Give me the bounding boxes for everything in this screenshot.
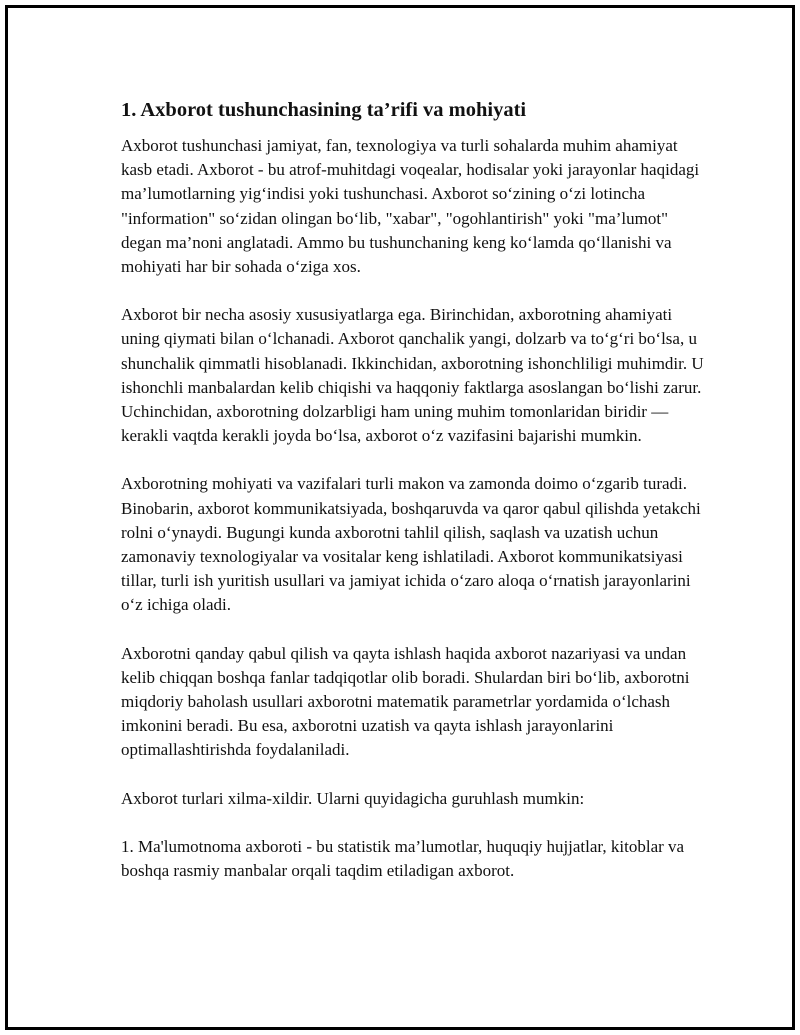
list-item-1: 1. Ma'lumotnoma axboroti - bu statistik ma’lumotlar, huquqiy hujjatlar, kitoblar va boshqa rasmiy manbalar orqali taqdim etiladigan axborot. [121, 836, 685, 881]
page-frame [5, 5, 795, 1030]
paragraph-5: Axborot turlari xilma-xildir. Ularni quyidagicha guruhlash mumkin: [121, 788, 585, 808]
paragraph-3: Axborotning mohiyati va vazifalari turli makon va zamonda doimo o‘zgarib turadi. Binobarin, axborot kommunikatsiyada, boshqaruvda va qaror qabul qilishda yetakchi rolni o‘ynaydi. Bugungi kunda axborotni tahlil qilish, saqlash va uzatish uchun zamonaviy texnologiyalar va vositalar keng ishlatiladi. Axborot kommunikatsiyasi tillar, turli ish yuritish usullari va jamiyat ichida o‘zaro aloqa o‘rnatish jarayonlarini o‘z ichiga oladi. [121, 474, 701, 615]
section-title: 1. Axborot tushunchasining ta’rifi va mohiyati [121, 99, 527, 121]
paragraph-1: Axborot tushunchasi jamiyat, fan, texnologiya va turli sohalarda muhim ahamiyat kasb etadi. Axborot - bu atrof-muhitdagi voqealar, hodisalar yoki jarayonlar haqidagi ma’lumotlarning yig‘indisi yoki tushunchasi. Axborot so‘zining o‘zi lotincha "information" so‘zidan olingan bo‘lib, "xabar", "ogohlantirish" yoki "ma’lumot" degan ma’noni anglatadi. Ammo bu tushunchaning keng ko‘lamda qo‘llanishi va mohiyati har bir sohada o‘ziga xos. [121, 136, 700, 277]
paragraph-2: Axborot bir necha asosiy xususiyatlarga ega. Birinchidan, axborotning ahamiyati uning qiymati bilan o‘lchanadi. Axborot qanchalik yangi, dolzarb va to‘g‘ri bo‘lsa, u shunchalik qimmatli hisoblanadi. Ikkinchidan, axborotning ishonchliligi muhimdir. U ishonchli manbalardan kelib chiqishi va haqqoniy faktlarga asoslangan bo‘lishi zarur. Uchinchidan, axborotning dolzarbligi ham uning muhim tomonlaridan biridir — kerakli vaqtda kerakli joyda bo‘lsa, axborot o‘z vazifasini bajarishi mumkin. [121, 305, 704, 446]
document-body [121, 96, 711, 907]
paragraph-4: Axborotni qanday qabul qilish va qayta ishlash haqida axborot nazariyasi va undan kelib chiqqan boshqa fanlar tadqiqotlar olib boradi. Shulardan biri bo‘lib, axborotni miqdoriy baholash usullari axborotni matematik parametrlar yordamida o‘lchash imkonini beradi. Bu esa, axborotni uzatish va qayta ishlash jarayonlarini optimallashtirishda foydalaniladi. [121, 643, 690, 760]
